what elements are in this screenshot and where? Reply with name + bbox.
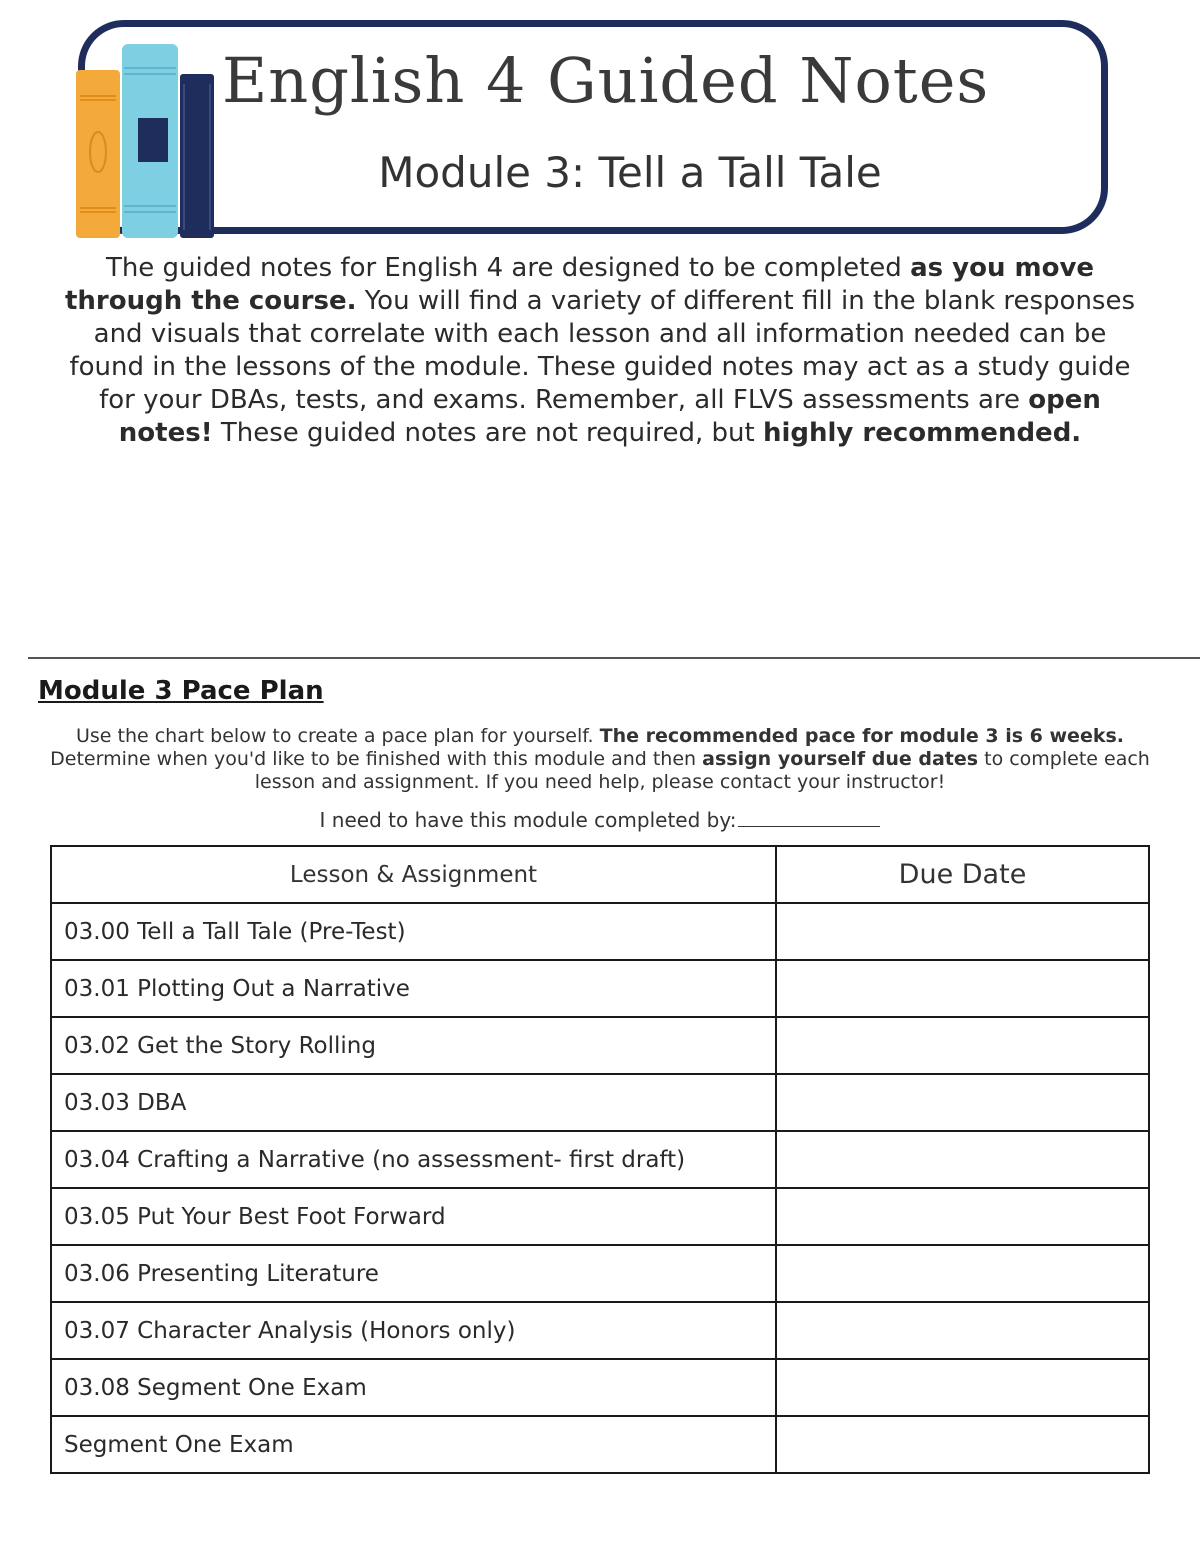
intro-paragraph — [60, 252, 1140, 450]
page-title: English 4 Guided Notes — [222, 44, 990, 117]
lesson-cell: 03.00 Tell a Tall Tale (Pre-Test) — [51, 903, 776, 960]
table-row — [51, 903, 1149, 960]
due-date-cell[interactable] — [776, 1074, 1149, 1131]
due-date-cell[interactable] — [776, 1302, 1149, 1359]
completed-by-blank[interactable] — [738, 808, 880, 827]
due-date-cell[interactable] — [776, 1131, 1149, 1188]
due-date-cell[interactable] — [776, 903, 1149, 960]
lesson-cell: 03.03 DBA — [51, 1074, 776, 1131]
intro-bold-1: as you move through the course. — [64, 253, 1095, 316]
instr-text-1: Use the chart below to create a pace plan for yourself. — [75, 725, 600, 747]
lesson-cell: 03.04 Crafting a Narrative (no assessment- first draft) — [51, 1131, 776, 1188]
table-row — [51, 1188, 1149, 1245]
completed-by-line — [0, 808, 1200, 832]
section-divider — [28, 657, 1200, 659]
due-date-cell[interactable] — [776, 1416, 1149, 1473]
intro-bold-3: highly recommended. — [762, 418, 1082, 448]
intro-bold-2: open notes! — [118, 385, 1101, 448]
lesson-cell: Segment One Exam — [51, 1416, 776, 1473]
due-date-cell[interactable] — [776, 1245, 1149, 1302]
table-row — [51, 1074, 1149, 1131]
intro-text-2: You will find a variety of different fill in the blank responses and visuals that correlate with each lesson and all information needed can be found in the lessons of the module. These guided notes may act as a study guide for your DBAs, tests, and exams. Remember, all FLVS assessments are — [69, 286, 1136, 415]
header-due-date: Due Date — [776, 846, 1149, 903]
pace-plan-instructions — [50, 725, 1150, 794]
due-date-cell[interactable] — [776, 1017, 1149, 1074]
lesson-cell: 03.07 Character Analysis (Honors only) — [51, 1302, 776, 1359]
table-row — [51, 1017, 1149, 1074]
books-illustration — [72, 40, 222, 240]
navy-book-icon — [180, 74, 214, 238]
instr-bold-2: assign yourself due dates — [702, 748, 979, 770]
table-row — [51, 1131, 1149, 1188]
table-row — [51, 960, 1149, 1017]
pace-plan-table — [50, 845, 1150, 1474]
instr-text-3: to complete each lesson and assignment. If you need help, please contact your instructor! — [254, 748, 1150, 793]
header-lesson: Lesson & Assignment — [51, 846, 776, 903]
completed-by-label: I need to have this module completed by: — [319, 808, 737, 832]
due-date-cell[interactable] — [776, 960, 1149, 1017]
module-subtitle: Module 3: Tell a Tall Tale — [378, 148, 882, 197]
due-date-cell[interactable] — [776, 1188, 1149, 1245]
table-row — [51, 1302, 1149, 1359]
lesson-cell: 03.02 Get the Story Rolling — [51, 1017, 776, 1074]
pace-plan-title: Module 3 Pace Plan — [38, 676, 324, 706]
lesson-cell: 03.01 Plotting Out a Narrative — [51, 960, 776, 1017]
due-date-cell[interactable] — [776, 1359, 1149, 1416]
intro-text-1: The guided notes for English 4 are designed to be completed — [105, 253, 911, 283]
intro-text-3: These guided notes are not required, but — [212, 418, 763, 448]
lesson-cell: 03.06 Presenting Literature — [51, 1245, 776, 1302]
instr-text-2: Determine when you'd like to be finished with this module and then — [50, 748, 703, 770]
table-row — [51, 1359, 1149, 1416]
table-header-row — [51, 846, 1149, 903]
lesson-cell: 03.08 Segment One Exam — [51, 1359, 776, 1416]
table-row — [51, 1245, 1149, 1302]
instr-bold-1: The recommended pace for module 3 is 6 weeks. — [599, 725, 1124, 747]
lesson-cell: 03.05 Put Your Best Foot Forward — [51, 1188, 776, 1245]
table-row — [51, 1416, 1149, 1473]
